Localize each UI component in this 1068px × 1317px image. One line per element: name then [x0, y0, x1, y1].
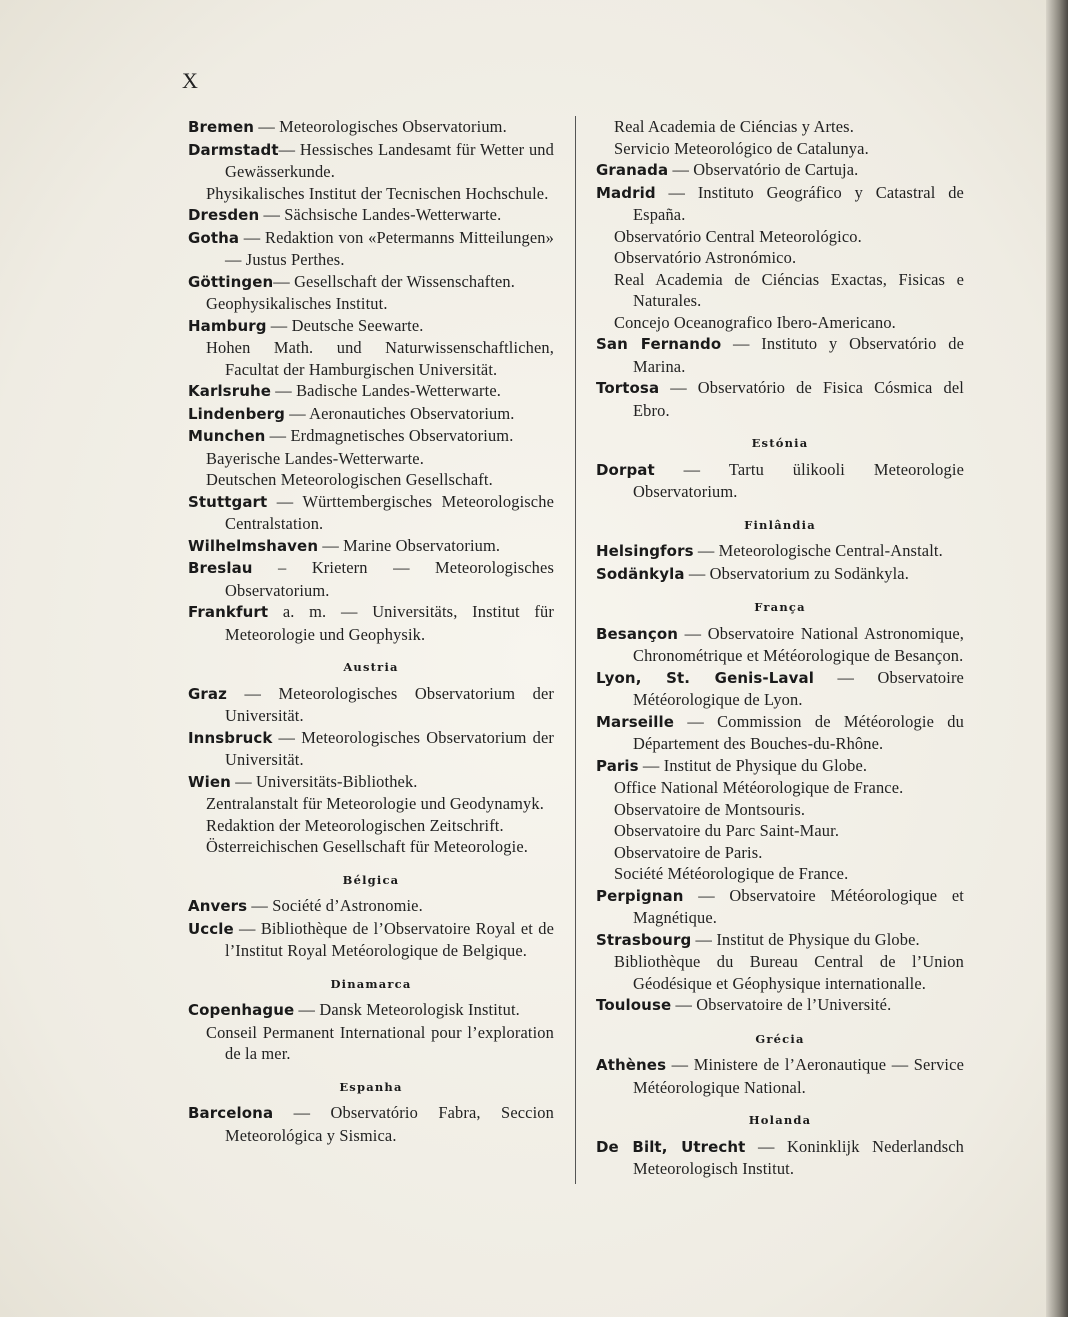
directory-entry — [188, 535, 554, 558]
directory-entry — [596, 377, 964, 421]
city-name: Strasbourg — [596, 930, 692, 949]
city-name: Paris — [596, 756, 639, 775]
city-name: Uccle — [188, 919, 234, 938]
city-name: Wien — [188, 772, 231, 791]
institution-text: — Aeronautiches Observatorium. — [285, 403, 515, 423]
directory-entry — [596, 333, 964, 377]
directory-entry — [188, 425, 554, 448]
sub-entry: Concejo Oceanografico Ibero-Americano. — [614, 312, 896, 332]
city-name: San Fernando — [596, 335, 722, 353]
city-name: Graz — [188, 684, 227, 703]
sub-entry: Physikalisches Institut der Tecnischen Hochschule. — [206, 183, 549, 203]
sub-entry: Österreichischen Gesellschaft für Meteorologie. — [206, 837, 528, 856]
city-name: Wilhelmshaven — [188, 536, 319, 555]
directory-entry — [596, 1136, 964, 1180]
city-name: Barcelona — [188, 1104, 274, 1122]
institution-text: — Meteorologische Central-Anstalt. — [693, 541, 943, 560]
institution-text: – Krietern — Meteorologisches Observatorium. — [225, 558, 554, 600]
country-heading: Austria — [343, 660, 399, 674]
city-name: Hamburg — [188, 316, 267, 335]
directory-entry — [188, 491, 554, 535]
sub-entry: Bibliothèque du Bureau Central de l’Union Géodésique et Géophysique internationalle. — [614, 952, 964, 993]
city-name: Karlsruhe — [188, 382, 272, 400]
directory-entry — [596, 1054, 964, 1098]
institution-text: — Société d’Astronomie. — [247, 896, 423, 915]
directory-entry — [596, 563, 964, 586]
country-heading: Grécia — [755, 1031, 805, 1046]
left-column — [188, 116, 554, 1146]
institution-text: a. m. — Universitäts, Institut für Meteorologie und Geophysik. — [225, 602, 554, 644]
city-name: Göttingen — [188, 272, 274, 291]
institution-text: — Württembergisches Meteorologische Centralstation. — [225, 491, 554, 533]
institution-text: — Koninklijk Nederlandsch Meteorologisch Institut. — [633, 1136, 964, 1178]
city-name: Bremen — [188, 118, 255, 136]
institution-text: — Observatoire National Astronomique, Chronométrique et Météorologique de Besançon. — [633, 623, 964, 665]
sub-entry: Geophysikalisches Institut. — [206, 294, 388, 313]
institution-text: — Bibliothèque de l’Observatoire Royal et de l’Institut Royal Metéorologique de Belgique. — [225, 918, 554, 960]
institution-text: — Erdmagnetisches Observatorium. — [265, 426, 514, 445]
institution-text: — Badische Landes-Wetterwarte. — [271, 381, 502, 400]
sub-entry: Office National Météorologique de France. — [614, 778, 904, 797]
directory-entry — [596, 755, 964, 778]
directory-entry — [188, 116, 554, 139]
sub-entry: Zentralanstalt für Meteorologie und Geodynamyk. — [206, 794, 544, 813]
city-name: Breslau — [188, 559, 253, 577]
city-name: Toulouse — [596, 996, 672, 1014]
sub-entry: Servicio Meteorológico de Catalunya. — [614, 138, 869, 158]
institution-text: — Observatoire Météorologique et Magnétique. — [633, 885, 964, 927]
sub-entry: Real Academia de Ciéncias Exactas, Fisicas e Naturales. — [614, 269, 964, 310]
directory-entry — [188, 380, 554, 403]
right-column — [596, 116, 964, 1180]
directory-entry — [188, 204, 554, 227]
city-name: Lindenberg — [188, 404, 286, 423]
institution-text: — Instituto y Observatório de Marina. — [633, 334, 964, 376]
institution-text: — Redaktion von «Petermanns Mitteilungen» — Justus Perthes. — [225, 227, 554, 269]
sub-entry: Conseil Permanent International pour l’exploration de la mer. — [206, 1022, 554, 1063]
country-heading: Estónia — [751, 436, 809, 450]
city-name: Munchen — [188, 427, 266, 445]
institution-text: — Observatorium zu Sodänkyla. — [684, 563, 909, 583]
country-heading: Holanda — [748, 1113, 812, 1127]
institution-text: — Dansk Meteorologisk Institut. — [294, 1000, 520, 1019]
city-name: Lyon, St. Genis-Laval — [596, 668, 814, 687]
city-name: Athènes — [596, 1056, 667, 1074]
institution-text: — Observatório Fabra, Seccion Meteorológica y Sismica. — [225, 1103, 554, 1145]
directory-entry — [596, 159, 964, 182]
country-heading: Bélgica — [342, 872, 400, 887]
city-name: Copenhague — [188, 1001, 295, 1019]
directory-entry — [188, 227, 554, 271]
city-name: Besançon — [596, 624, 679, 643]
directory-entry — [596, 929, 964, 952]
sub-entry: Observatório Central Meteorológico. — [614, 226, 862, 246]
directory-entry — [596, 711, 964, 755]
country-heading: França — [754, 600, 806, 614]
page-number: X — [182, 68, 198, 93]
institution-text: — Sächsische Landes-Wetterwarte. — [259, 205, 502, 224]
city-name: Helsingfors — [596, 542, 694, 560]
directory-entry — [188, 315, 554, 338]
directory-entry — [596, 667, 964, 711]
directory-entry — [596, 182, 964, 226]
institution-text: — Marine Observatorium. — [318, 535, 501, 555]
country-heading: Dinamarca — [330, 976, 412, 991]
institution-text: — Institut de Physique du Globe. — [638, 755, 868, 775]
directory-entry — [188, 918, 554, 962]
city-name: Dorpat — [596, 460, 655, 479]
directory-entry — [188, 683, 554, 727]
institution-text: — Tartu ülikooli Meteorologie Observatorium. — [633, 459, 964, 501]
city-name: Frankfurt — [188, 603, 269, 621]
directory-entry — [596, 885, 964, 929]
city-name: Marseille — [596, 712, 675, 731]
institution-text: — Observatoire Météorologique de Lyon. — [633, 667, 964, 709]
country-heading: Espanha — [339, 1079, 403, 1094]
city-name: Stuttgart — [188, 492, 268, 511]
directory-entry — [596, 459, 964, 503]
directory-entry — [188, 1102, 554, 1146]
institution-text: — Universitäts-Bibliothek. — [230, 771, 418, 791]
sub-entry: Bayerische Landes-Wetterwarte. — [206, 448, 424, 468]
directory-entry — [596, 994, 964, 1017]
institution-text: — Observatório de Fisica Cósmica del Ebro. — [633, 378, 964, 420]
sub-entry: Observatoire de Montsouris. — [614, 799, 806, 819]
institution-text: — Hessisches Landesamt für Wetter und Gewässerkunde. — [225, 139, 554, 181]
city-name: Dresden — [188, 206, 260, 224]
city-name: Innsbruck — [188, 728, 273, 747]
institution-text: — Meteorologisches Observatorium der Universität. — [225, 727, 554, 769]
city-name: Tortosa — [596, 379, 660, 397]
city-name: Granada — [596, 161, 669, 179]
directory-entry — [188, 771, 554, 794]
institution-text: — Gesellschaft der Wissenschaften. — [273, 271, 516, 291]
book-gutter-shadow — [1046, 0, 1068, 1317]
institution-text: — Meteorologisches Observatorium der Universität. — [225, 683, 554, 725]
directory-entry — [188, 727, 554, 771]
institution-text: — Meteorologisches Observatorium. — [254, 117, 507, 136]
city-name: Perpignan — [596, 886, 684, 905]
sub-entry: Deutschen Meteorologischen Gesellschaft. — [206, 470, 493, 489]
institution-text: — Instituto Geográfico y Catastral de España. — [633, 182, 964, 224]
sub-entry: Redaktion der Meteorologischen Zeitschrift. — [206, 815, 504, 835]
directory-entry — [188, 139, 554, 183]
city-name: Madrid — [596, 183, 656, 202]
directory-entry — [596, 623, 964, 667]
city-name: Darmstadt — [188, 140, 279, 159]
institution-text: — Observatório de Cartuja. — [668, 160, 859, 179]
directory-entry — [188, 403, 554, 426]
institution-text: — Commission de Météorologie du Département des Bouches-du-Rhône. — [633, 711, 964, 753]
directory-entry — [188, 271, 554, 294]
sub-entry: Observatoire du Parc Saint-Maur. — [614, 821, 840, 840]
column-divider — [575, 116, 576, 1184]
sub-entry: Société Météorologique de France. — [614, 864, 849, 883]
sub-entry: Observatório Astronómico. — [614, 248, 797, 267]
country-heading: Finlândia — [744, 517, 816, 532]
directory-entry — [188, 557, 554, 601]
directory-entry — [188, 999, 554, 1022]
directory-entry — [188, 895, 554, 918]
city-name: Sodänkyla — [596, 564, 685, 583]
city-name: Anvers — [188, 897, 248, 915]
institution-text: — Observatoire de l’Université. — [671, 995, 892, 1014]
sub-entry: Real Academia de Ciéncias y Artes. — [614, 117, 854, 136]
city-name: Gotha — [188, 228, 240, 247]
sub-entry: Hohen Math. und Naturwissenschaftlichen, Facultat der Hamburgischen Universität. — [206, 338, 554, 379]
city-name: De Bilt, Utrecht — [596, 1137, 746, 1156]
institution-text: — Deutsche Seewarte. — [266, 315, 424, 335]
directory-entry — [596, 540, 964, 563]
institution-text: — Ministere de l’Aeronautique — Service Météorologique National. — [633, 1055, 964, 1097]
directory-entry — [188, 601, 554, 645]
sub-entry: Observatoire de Paris. — [614, 842, 763, 862]
institution-text: — Institut de Physique du Globe. — [691, 929, 920, 949]
